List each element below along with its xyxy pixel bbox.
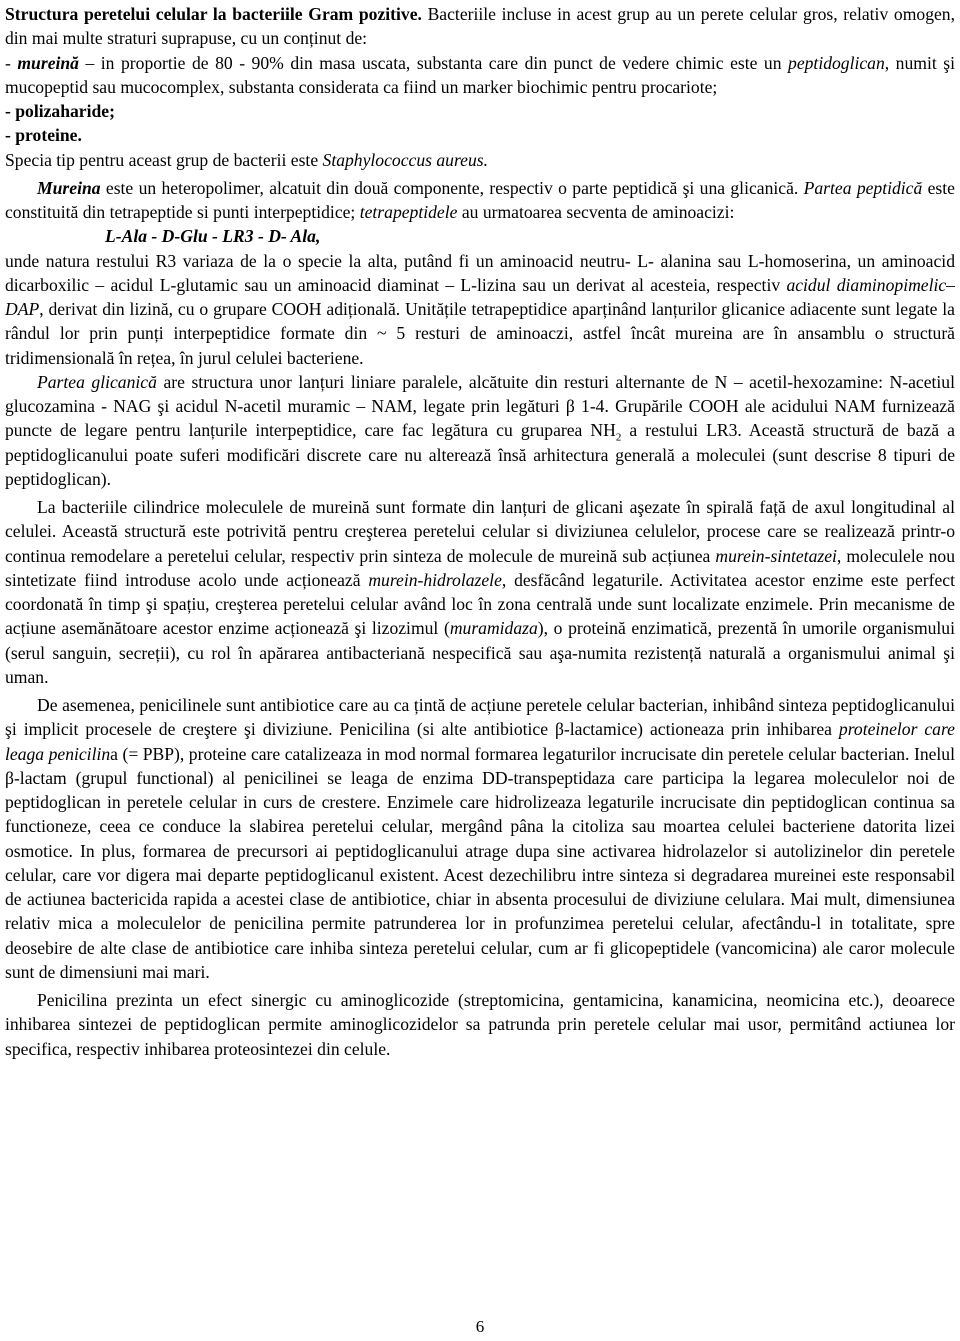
text-run: De asemenea, penicilinele sunt antibiotice care au ca țintă de acțiune peretele celular bacterian, inhibând sinteza peptidoglicanului şi implicit procesele de creştere şi diviziune. Penicilina (si alte antibiotice β-lactamice) actioneaza prin inhibarea [5, 695, 955, 740]
paragraph [5, 123, 955, 147]
text-run: Penicilina prezinta un efect sinergic cu aminoglicozide (streptomicina, gentamicina, kanamicina, neomicina etc.), deoarece inhibarea sintezei de peptidoglican permite aminoglicozidelor sa patrunda prin peretele celular mai usor, permitând actiunea lor specifica, respectiv inhibarea proteosintezei din celule. [5, 990, 955, 1059]
text-run: au urmatoarea secventa de aminoacizi: [457, 202, 735, 222]
text-run: murein-sintetazei [715, 545, 837, 566]
paragraph [5, 176, 955, 225]
text-run: Partea peptidică [803, 177, 923, 198]
paragraph [5, 249, 955, 370]
text-run: - proteine. [5, 125, 82, 146]
text-run: peptidoglican [788, 52, 885, 73]
text-run: acidul diaminopimelic– DAP [5, 274, 955, 319]
paragraph [5, 99, 955, 123]
text-run: – in proportie de 80 - 90% din masa uscata, substanta care din punct de vedere chimic este un [78, 52, 789, 73]
paragraph [5, 988, 955, 1061]
text-run: este un heteropolimer, alcatuit din două componente, respectiv o parte peptidică şi una glicanică. [100, 177, 804, 198]
page-number: 6 [475, 1317, 485, 1336]
paragraph [5, 51, 955, 100]
text-run: 2 [615, 431, 622, 444]
text-run: are structura unor lanțuri liniare paralele, alcătuite din resturi alternante de N – acetil-hexozamine: N-acetiul glucozamina - NAG şi acidul N-acetil muramic – NAM, legate prin legături β 1-4. Grupările COOH ale acidului NAM furnizează puncte de legare pentru lanțurile interpeptidice, care fac legătura cu gruparea NH [5, 371, 955, 441]
text-run: L-Ala - D-Glu - LR3 - D- Ala, [105, 226, 321, 247]
text-run: unde natura restului R3 variaza de la o specie la alta, putând fi un aminoacid neutru- L- alanina sau L-homoserina, un aminoacid dicarboxilic – acidul L-glutamic sau un aminoacid diaminat – L-lizina sau un derivat al acesteia, respectiv [5, 250, 955, 295]
text-run: , numit şi mucopeptid sau mucocomplex, substanta considerata ca fiind un marker biochimic pentru procariote; [5, 52, 955, 97]
text-run: ), o proteină enzimatică, prezentă în umorile organismului (serul sanguin, secreții), cu rol în apărarea antibacteriană nespecifică sau aşa-numita rezistență naturală a organismului animal şi uman. [5, 618, 955, 687]
text-run: a (= PBP), proteine care catalizeaza in mod normal formarea legaturilor incrucisate din peretele celular bacterian. Inelul β-lactam (grupul functional) al penicilinei se leaga de enzima DD-transpeptidaza care participa la legarea moleculelor noi de peptidoglican in peretele celular in curs de crestere. Enzimele care hidrolizeaza legaturile incrucisate din peptidoglican continua sa functioneze, ceea ce conduce la slabirea peretelui celular, mergând pâna la citoliza sau moartea celulei bacteriene datorita lizei osmotice. In plus, formarea de precursori ai peptidoglicanului atrage dupa sine activarea hidrolazelor si autolizinelor din peretele celular, care vor digera mai departe peptidoglicanul existent. Acest dezechilibru intre sinteza si degradarea mureinei este responsabil de actiunea bactericida rapida a acestei clase de antibiotice, chiar in absenta procesului de diviziune celulara. Mai mult, dimensiunea relativ mica a moleculelor de penicilina permite patrunderea lor in profunzimea peretelui celular, afectându-l in totalitate, spre deosebire de alte clase de antibiotice care inhiba sinteza peretelui celular, cum ar fi glicopeptidele (vancomicina) ale caror molecule sunt de dimensiuni mai mari. [5, 743, 955, 982]
text-run: Mureina [37, 177, 101, 198]
text-run: - [5, 52, 18, 73]
text-run: Partea glicanică [37, 371, 157, 392]
paragraph [5, 224, 955, 248]
paragraph [5, 148, 955, 172]
text-run: a restului LR3. Această structură de bază a peptidoglicanului poate suferi modificări discrete care nu alterează însă arhitectura generală a moleculei (sunt descrise 8 tipuri de peptidoglican). [5, 420, 955, 489]
text-run: este constituită din tetrapeptide si punti interpeptidice; [5, 177, 955, 222]
text-run: murein-hidrolazele [368, 569, 502, 590]
paragraph [5, 2, 955, 51]
text-run: proteinelor care leaga penicilin [5, 719, 955, 764]
paragraph [5, 495, 955, 689]
text-run: tetrapeptidele [359, 202, 458, 222]
document-page [5, 2, 955, 1061]
text-run: Specia tip pentru aceast grup de bacterii este [5, 149, 323, 170]
text-run: La bacteriile cilindrice moleculele de mureină sunt formate din lanțuri de glicani aşezate în spirală față de axul longitudinal al celulei. Această structură este potrivită pentru creşterea peretelui celular si diviziunea celulelor, procese care se realizează printr-o continua remodelare a peretelui celular, respectiv prin sinteza de molecule de mureină sub acțiunea [5, 497, 955, 566]
text-run: Structura peretelui celular la bacteriile Gram pozitive. [5, 4, 422, 24]
text-run: Staphylococcus aureus. [322, 149, 489, 170]
text-run: muramidaza [449, 618, 538, 639]
text-run: Bacteriile incluse in acest grup au un perete celular gros, relativ omogen, din mai multe straturi suprapuse, cu un conținut de: [5, 4, 955, 49]
paragraph [5, 370, 955, 491]
paragraph [5, 693, 955, 984]
text-run: , derivat din lizină, cu o grupare COOH adițională. Unitățile tetrapeptidice aparținând lanțurilor glicanice adiacente sunt legate la rândul lor prin punți interpeptidice formate din ~ 5 resturi de aminoaczi, astfel încât mureina are în ansamblu o structură tridimensională în rețea, în jurul celulei bacteriene. [5, 299, 955, 368]
text-run: - polizaharide; [5, 101, 115, 121]
text-run: mureină [17, 52, 79, 73]
text-run: , desfăcând legaturile. Activitatea acestor enzime este perfect coordonată în timp şi spațiu, creşterea peretelui celular având loc în zona centrală unde sunt localizate enzimele. Prin mecanisme de acțiune asemănătoare acestor enzime acționează şi lizozimul ( [5, 569, 955, 639]
text-run: , moleculele nou sintetizate fiind introduse acolo unde acționează [5, 545, 955, 590]
